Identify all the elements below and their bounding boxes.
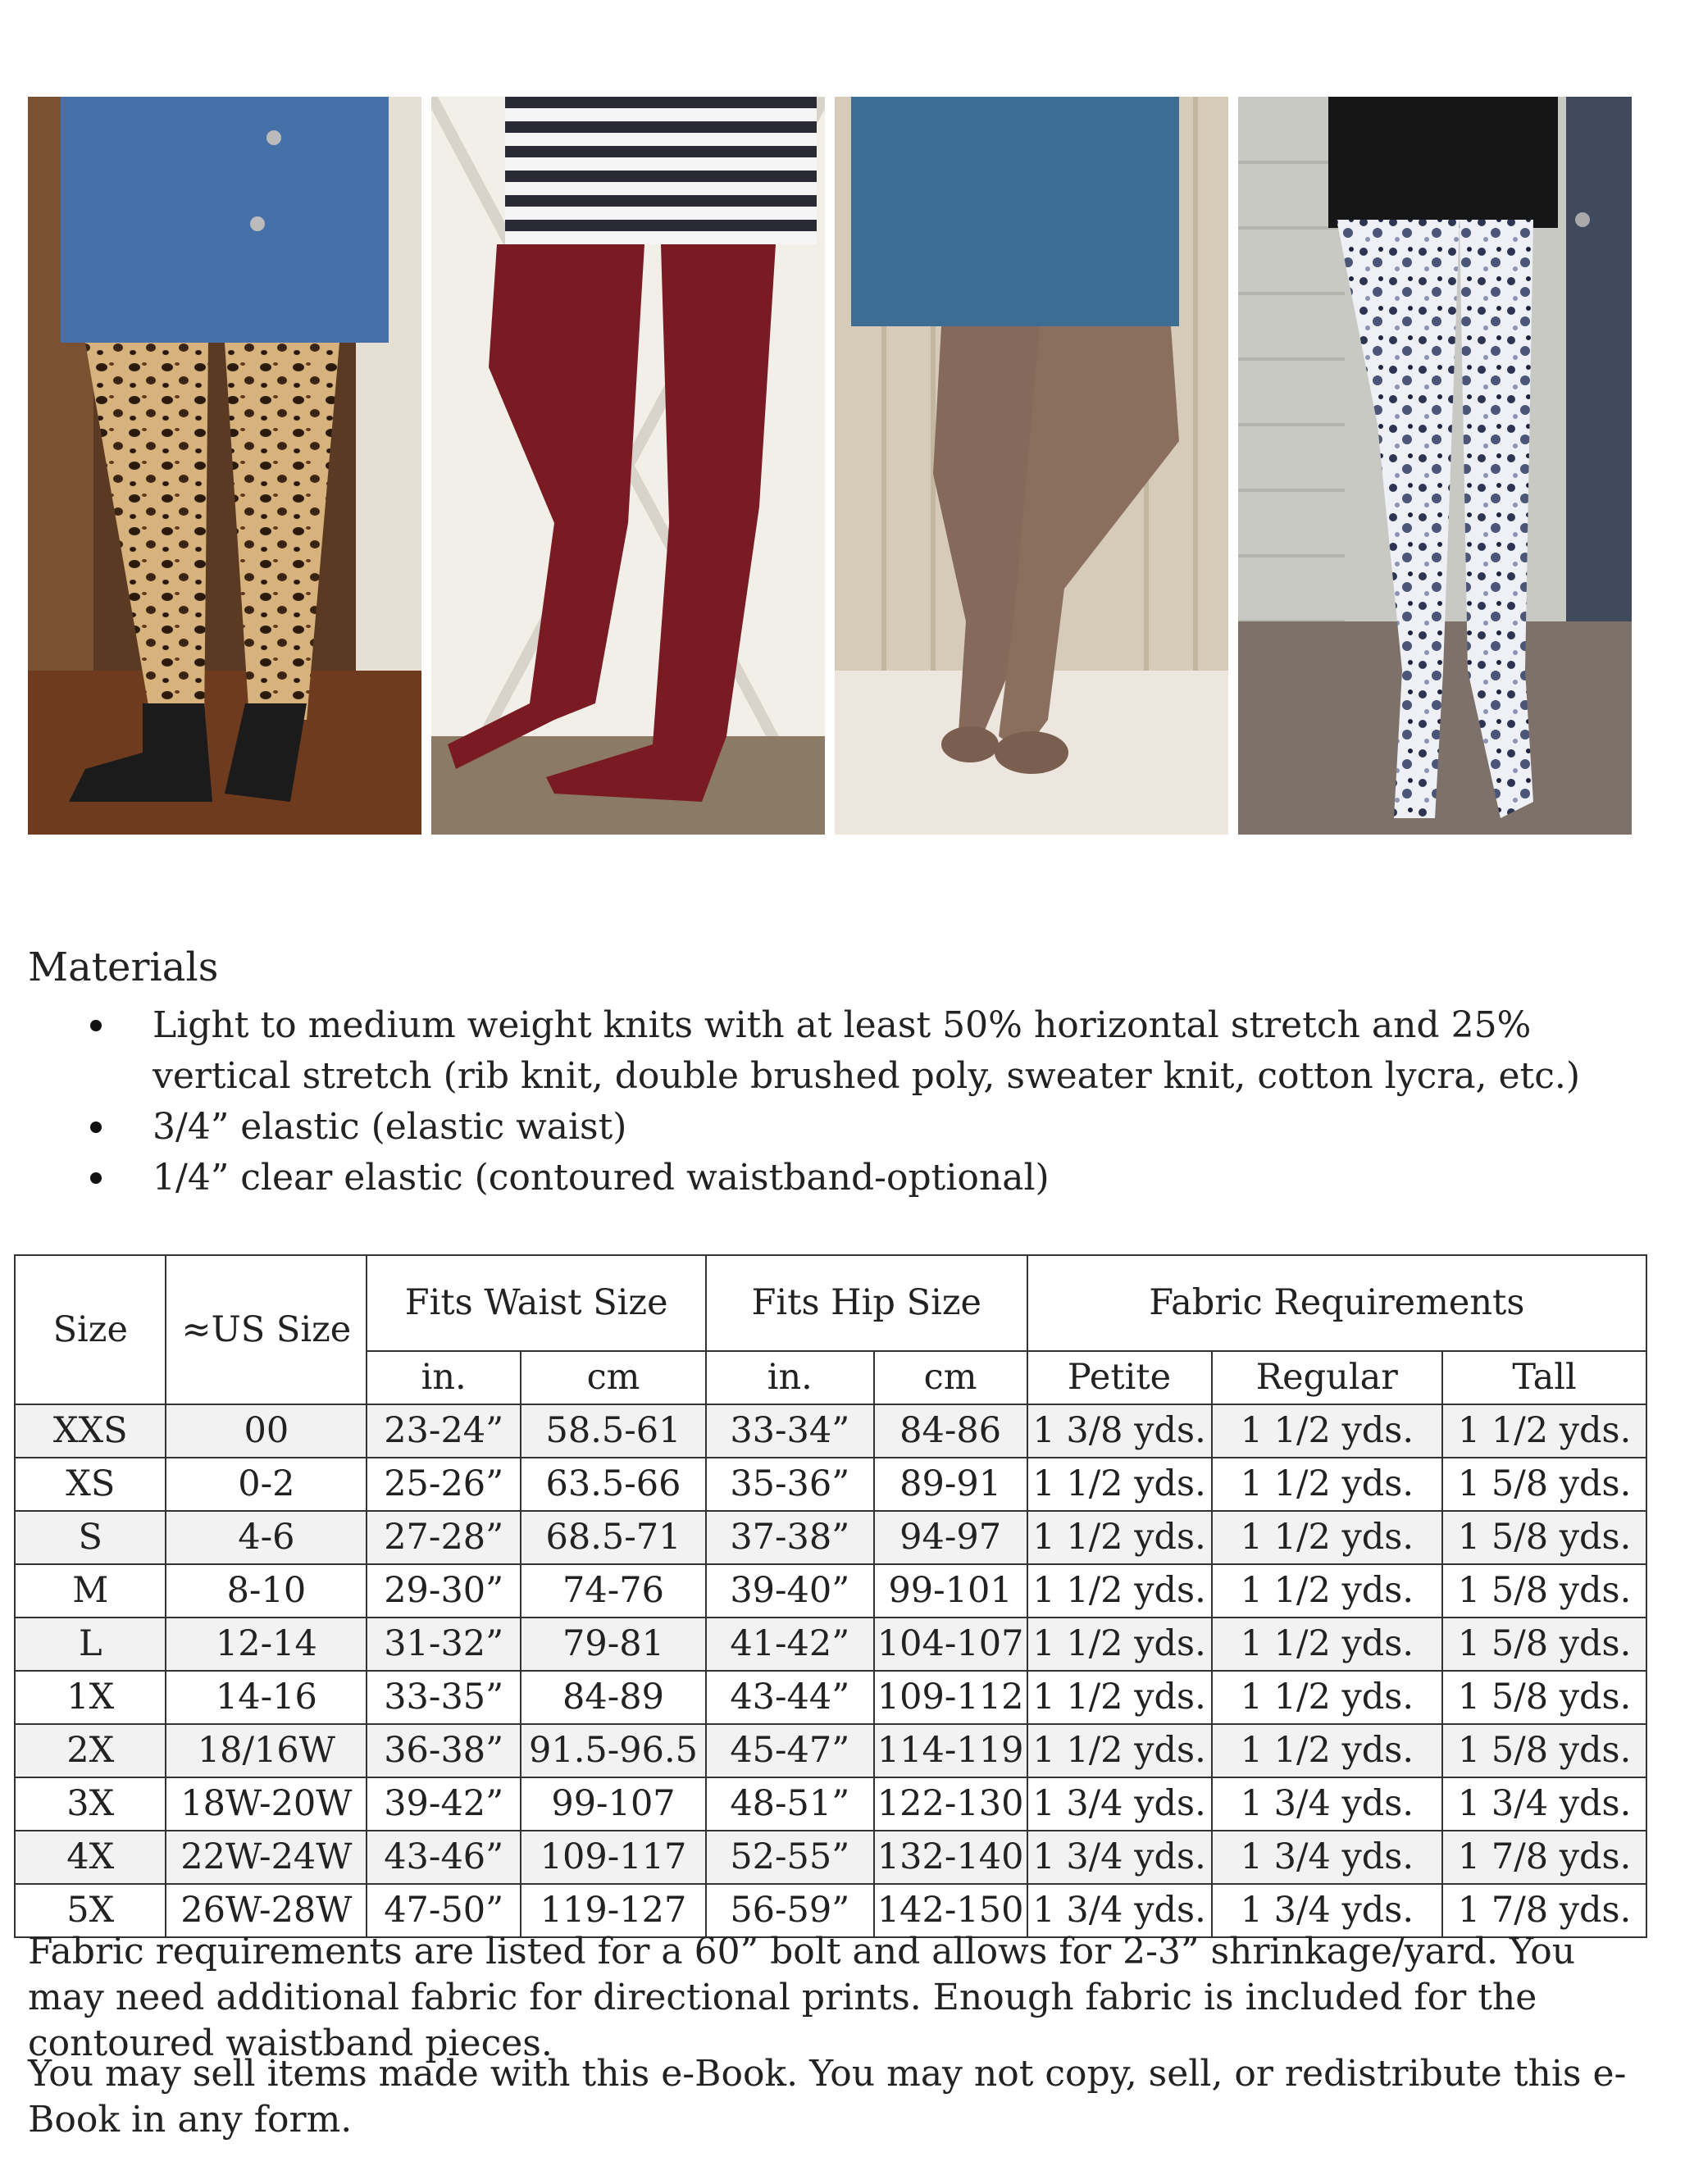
cell-waist-in: 36-38” [367,1724,521,1777]
table-row [15,1511,1646,1564]
cell-petite: 1 1/2 yds. [1027,1511,1212,1564]
cell-regular: 1 1/2 yds. [1212,1404,1443,1458]
cell-regular: 1 1/2 yds. [1212,1511,1443,1564]
cell-tall: 1 7/8 yds. [1442,1831,1646,1884]
license-note: You may sell items made with this e-Book. You may not copy, sell, or redistribute this e-Book in any form. [28,2053,1627,2141]
header-waist-in: in. [367,1351,521,1404]
cell-waist-cm: 99-107 [521,1777,706,1831]
materials-item: 1/4” clear elastic (contoured waistband-optional) [90,1153,1583,1203]
cell-us-size: 18/16W [166,1724,367,1777]
cell-us-size: 26W-28W [166,1884,367,1937]
cell-tall: 1 1/2 yds. [1442,1404,1646,1458]
cell-tall: 1 5/8 yds. [1442,1511,1646,1564]
cell-regular: 1 1/2 yds. [1212,1458,1443,1511]
cell-regular: 1 1/2 yds. [1212,1671,1443,1724]
cell-waist-in: 31-32” [367,1618,521,1671]
cell-tall: 1 5/8 yds. [1442,1724,1646,1777]
cell-tall: 1 5/8 yds. [1442,1618,1646,1671]
cell-waist-cm: 109-117 [521,1831,706,1884]
cell-petite: 1 1/2 yds. [1027,1618,1212,1671]
materials-heading: Materials [28,944,219,990]
cell-waist-cm: 84-89 [521,1671,706,1724]
cell-hip-in: 33-34” [706,1404,874,1458]
cell-waist-cm: 91.5-96.5 [521,1724,706,1777]
cell-waist-cm: 68.5-71 [521,1511,706,1564]
cell-size: 3X [15,1777,166,1831]
table-row [15,1564,1646,1618]
cell-size: 1X [15,1671,166,1724]
cell-hip-cm: 94-97 [874,1511,1027,1564]
cell-us-size: 8-10 [166,1564,367,1618]
cell-hip-in: 37-38” [706,1511,874,1564]
cell-tall: 1 5/8 yds. [1442,1564,1646,1618]
cell-regular: 1 1/2 yds. [1212,1724,1443,1777]
table-row [15,1618,1646,1671]
floral-print-footed-leggings-photo [1238,97,1632,835]
header-hip-cm: cm [874,1351,1027,1404]
cell-waist-cm: 74-76 [521,1564,706,1618]
table-row [15,1458,1646,1511]
cell-hip-cm: 132-140 [874,1831,1027,1884]
cell-hip-cm: 142-150 [874,1884,1027,1937]
cell-waist-in: 27-28” [367,1511,521,1564]
fabric-requirements-note: Fabric requirements are listed for a 60” bolt and allows for 2-3” shrinkage/yard. You may need additional fabric for directional prints. Enough fabric is included for the contoured waistband pieces. [28,1931,1576,2064]
cell-regular: 1 1/2 yds. [1212,1564,1443,1618]
cell-us-size: 00 [166,1404,367,1458]
burgundy-footed-leggings-photo [431,97,825,835]
cell-tall: 1 5/8 yds. [1442,1458,1646,1511]
cell-us-size: 12-14 [166,1618,367,1671]
table-row [15,1777,1646,1831]
table-row [15,1724,1646,1777]
header-hip: Fits Hip Size [706,1255,1027,1351]
cell-petite: 1 1/2 yds. [1027,1671,1212,1724]
cell-size: XS [15,1458,166,1511]
cell-regular: 1 3/4 yds. [1212,1884,1443,1937]
cell-hip-cm: 89-91 [874,1458,1027,1511]
cell-size: XXS [15,1404,166,1458]
cell-waist-in: 47-50” [367,1884,521,1937]
cell-hip-in: 35-36” [706,1458,874,1511]
cell-petite: 1 1/2 yds. [1027,1458,1212,1511]
cell-waist-cm: 119-127 [521,1884,706,1937]
header-us-size: ≈US Size [166,1255,367,1404]
cell-hip-in: 39-40” [706,1564,874,1618]
cell-petite: 1 3/4 yds. [1027,1831,1212,1884]
cell-waist-cm: 58.5-61 [521,1404,706,1458]
cell-waist-cm: 63.5-66 [521,1458,706,1511]
cell-waist-in: 23-24” [367,1404,521,1458]
cell-tall: 1 7/8 yds. [1442,1884,1646,1937]
table-row [15,1404,1646,1458]
cell-size: L [15,1618,166,1671]
cell-hip-cm: 104-107 [874,1618,1027,1671]
header-regular: Regular [1212,1351,1443,1404]
table-row [15,1671,1646,1724]
cell-hip-in: 52-55” [706,1831,874,1884]
cell-us-size: 22W-24W [166,1831,367,1884]
cell-hip-cm: 99-101 [874,1564,1027,1618]
header-hip-in: in. [706,1351,874,1404]
cell-tall: 1 3/4 yds. [1442,1777,1646,1831]
cell-petite: 1 1/2 yds. [1027,1724,1212,1777]
size-chart-table [14,1254,1647,1938]
cell-us-size: 18W-20W [166,1777,367,1831]
header-waist-cm: cm [521,1351,706,1404]
cell-hip-in: 56-59” [706,1884,874,1937]
cell-petite: 1 3/4 yds. [1027,1777,1212,1831]
header-waist: Fits Waist Size [367,1255,706,1351]
cell-hip-in: 43-44” [706,1671,874,1724]
cell-waist-in: 43-46” [367,1831,521,1884]
header-petite: Petite [1027,1351,1212,1404]
leopard-print-leggings-photo [28,97,421,835]
cell-hip-in: 41-42” [706,1618,874,1671]
cell-hip-in: 48-51” [706,1777,874,1831]
header-fabric: Fabric Requirements [1027,1255,1646,1351]
brown-knit-footed-leggings-photo [835,97,1228,835]
cell-us-size: 0-2 [166,1458,367,1511]
cell-regular: 1 3/4 yds. [1212,1777,1443,1831]
cell-hip-cm: 114-119 [874,1724,1027,1777]
cell-regular: 1 3/4 yds. [1212,1831,1443,1884]
cell-tall: 1 5/8 yds. [1442,1671,1646,1724]
cell-hip-cm: 84-86 [874,1404,1027,1458]
cell-size: 5X [15,1884,166,1937]
cell-waist-cm: 79-81 [521,1618,706,1671]
cell-petite: 1 3/4 yds. [1027,1884,1212,1937]
cell-hip-cm: 122-130 [874,1777,1027,1831]
cell-waist-in: 29-30” [367,1564,521,1618]
cell-us-size: 14-16 [166,1671,367,1724]
cell-size: S [15,1511,166,1564]
cell-size: 2X [15,1724,166,1777]
materials-item: Light to medium weight knits with at least 50% horizontal stretch and 25% vertical stretch (rib knit, double brushed poly, sweater knit, cotton lycra, etc.) [90,1000,1583,1102]
header-size: Size [15,1255,166,1404]
cell-size: M [15,1564,166,1618]
cell-waist-in: 39-42” [367,1777,521,1831]
cell-petite: 1 3/8 yds. [1027,1404,1212,1458]
cell-size: 4X [15,1831,166,1884]
table-row [15,1831,1646,1884]
cell-hip-in: 45-47” [706,1724,874,1777]
cell-petite: 1 1/2 yds. [1027,1564,1212,1618]
cell-hip-cm: 109-112 [874,1671,1027,1724]
cell-waist-in: 25-26” [367,1458,521,1511]
cell-waist-in: 33-35” [367,1671,521,1724]
header-tall: Tall [1442,1351,1646,1404]
cell-us-size: 4-6 [166,1511,367,1564]
materials-list [90,1000,1583,1203]
cell-regular: 1 1/2 yds. [1212,1618,1443,1671]
materials-item: 3/4” elastic (elastic waist) [90,1102,1583,1153]
